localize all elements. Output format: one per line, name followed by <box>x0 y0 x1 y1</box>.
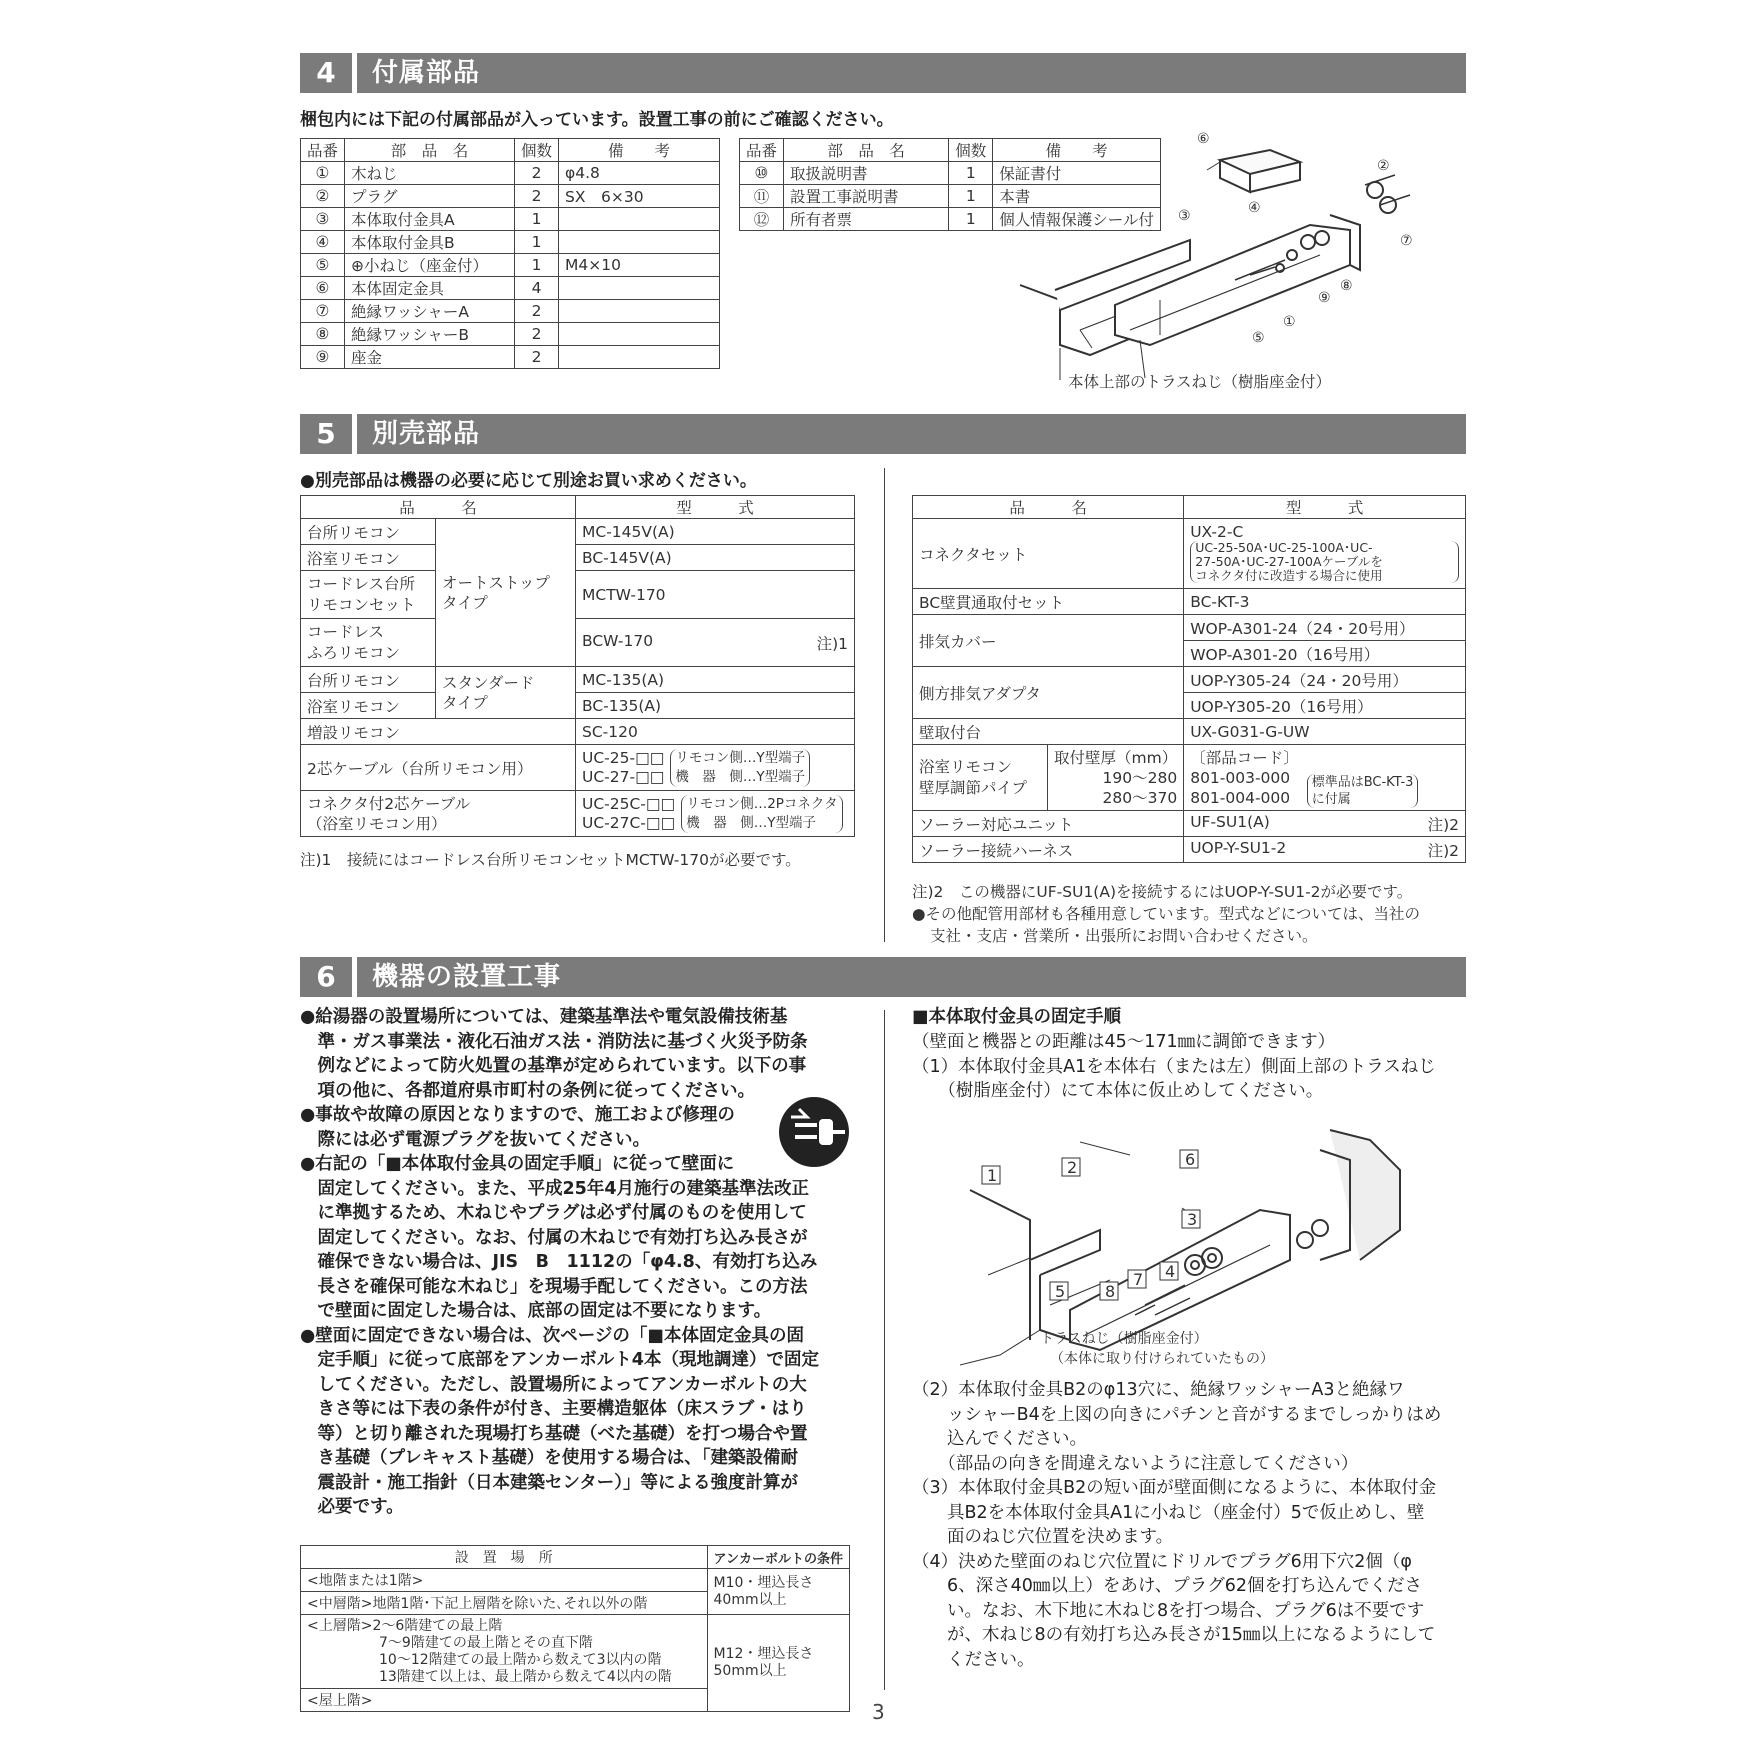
fig6-label-3: 3 <box>1187 1210 1198 1229</box>
fig-label-5: ⑤ <box>1252 330 1265 346</box>
table-row <box>301 185 720 208</box>
fixing-procedure-heading: ■本体取付金具の固定手順 <box>912 1007 1122 1027</box>
text-line: 込んでください。 <box>912 1429 1087 1449</box>
cell-note: SX 6×30 <box>559 185 720 208</box>
cell-qty: 2 <box>515 162 559 185</box>
table-row <box>301 231 720 254</box>
col-name: 部 品 名 <box>345 139 515 162</box>
fig6-label-2: 2 <box>1067 1158 1078 1177</box>
cell-note: 本書 <box>993 185 1161 208</box>
fig6-label-4: 4 <box>1165 1262 1176 1281</box>
cell-no: ⑫ <box>740 208 784 231</box>
cell-name: 絶縁ワッシャーB <box>345 323 515 346</box>
text-line: で壁面に固定した場合は、底部の固定は不要になります。 <box>300 1301 772 1321</box>
text-line: 定手順」に従って底部をアンカーボルト4本（現地調達）で固定 <box>300 1350 819 1370</box>
fig6-caption-b: （本体に取り付けられていたもの） <box>1050 1351 1274 1367</box>
text-line: い。なお、木下地に木ねじ8を打つ場合、プラグ6は不要です <box>912 1600 1425 1621</box>
cell-name: 木ねじ <box>345 162 515 185</box>
fixing-steps-top <box>912 1030 1472 1104</box>
accessory-table-left <box>300 138 720 369</box>
cell-note: 保証書付 <box>993 162 1161 185</box>
cell-name: 所有者票 <box>784 208 949 231</box>
section-number: 4 <box>316 56 336 89</box>
text-line: 項の他に、各都道府県市町村の条例に従ってください。 <box>300 1080 755 1101</box>
text-line: に準拠するため、木ねじやプラグは必ず付属のものを使用して <box>300 1203 807 1223</box>
col-note: 備 考 <box>993 139 1161 162</box>
cell-name: 取扱説明書 <box>784 162 949 185</box>
cell-name: 絶縁ワッシャーA <box>345 300 515 323</box>
fig6-label-1: 1 <box>987 1166 998 1185</box>
fig-label-9: ⑨ <box>1318 290 1331 306</box>
text-line: 例などによって防火処置の基準が定められています。以下の事 <box>300 1056 807 1076</box>
text-line: き基礎（プレキャスト基礎）を使用する場合は、「建築設備耐 <box>300 1448 799 1468</box>
text-line: 準・ガス事業法・液化石油ガス法・消防法に基づく火災予防条 <box>300 1031 808 1052</box>
col-qty: 個数 <box>949 139 993 162</box>
text-line: 震設計・施工指針（日本建築センター）」等による強度計算が <box>300 1472 799 1493</box>
text-line: （壁面と機器との距離は45～171㎜に調節できます） <box>912 1032 1336 1052</box>
fig-label-8: ⑧ <box>1340 278 1353 294</box>
cell-no: ① <box>301 162 345 185</box>
cell-qty: 1 <box>515 254 559 277</box>
cell-note <box>559 323 720 346</box>
fixing-steps-bottom <box>912 1378 1472 1672</box>
anchor-bolt-table: 設 置 場 所 アンカーボルトの条件 <地階または1階> M10・埋込長さ 40mm以上 <中層階>地階1階･下記上層階を除いた､それ以外の階 <上層階>2～6階建ての最上階 7～9階建ての最上階とその直下階 10～12階建ての最上階から数えて3以内の階 13階建て以上は、最上階から数えて4以内の階 M12・埋込長さ 50mm以上 <屋上階> <box>300 1545 850 1712</box>
cell-name: 本体取付金具B <box>345 231 515 254</box>
text-line: 際には必ず電源プラグを抜いてください。 <box>300 1129 650 1150</box>
text-line: が、木ねじ8の有効打ち込み長さが15㎜以上になるようにして <box>912 1625 1436 1645</box>
section-6-header <box>300 957 1466 997</box>
text-line: 確保できない場合は、JIS B 1112の「φ4.8、有効打ち込み <box>300 1252 818 1272</box>
cell-note: 個人情報保護シール付 <box>993 208 1161 231</box>
cell-no: ② <box>301 185 345 208</box>
table-row <box>301 346 720 369</box>
cell-no: ⑨ <box>301 346 345 369</box>
cell-qty: 1 <box>949 162 993 185</box>
fig-label-1: ① <box>1283 314 1296 330</box>
footnote-1: 注)1 接続にはコードレス台所リモコンセットMCTW-170が必要です。 <box>300 851 801 869</box>
text-line: 長さを確保可能な木ねじ」を現場手配してください。この方法 <box>300 1276 808 1297</box>
cell-name: 設置工事説明書 <box>784 185 949 208</box>
table-row <box>301 254 720 277</box>
fig-label-3: ③ <box>1178 208 1191 224</box>
section-title: 付属部品 <box>372 58 481 88</box>
optional-parts-table-right: 品 名 型 式 コネクタセット UX-2-C UC-25-50A･UC-25-100A･UC- 27-50A･UC-27-100Aケーブルを コネクタ付に改造する場合に使用 BC壁貫通取付セット BC-KT-3 排気カバー WOP-A301-24（24・20号用） WOP-A301-20（16号用） 側方排気アダプタ UOP-Y305-24（24・20号用） UOP-Y305-20（16号用） 壁取付台 UX-G031-G-UW 浴室リモコン 壁厚調節パイプ 取付壁厚（mm） 190～280 280～370 〔部品コード〕 801-003-000 801-004-000 標準品はBC-KT-3 に付属 ソーラー対応ユニット UF-SU1(A) 注)2 ソーラー接続ハーネス UOP-Y-SU1-2 注)2 <box>912 495 1466 863</box>
cell-note: φ4.8 <box>559 162 720 185</box>
cell-qty: 1 <box>949 185 993 208</box>
col-no: 品番 <box>301 139 345 162</box>
section-4-header <box>300 53 1466 93</box>
cell-no: ③ <box>301 208 345 231</box>
cell-qty: 2 <box>515 185 559 208</box>
cell-note <box>559 231 720 254</box>
fig6-label-8: 8 <box>1105 1282 1116 1301</box>
column-divider <box>884 468 885 942</box>
cell-qty: 2 <box>515 323 559 346</box>
text-line: 具B2を本体取付金具A1に小ねじ（座金付）5で仮止めし、壁 <box>912 1502 1425 1523</box>
text-line: （1）本体取付金具A1を本体右（または左）側面上部のトラスねじ <box>912 1056 1436 1077</box>
fig-label-2: ② <box>1377 158 1390 174</box>
section-title: 別売部品 <box>372 419 481 449</box>
text-line: ください。 <box>912 1649 1035 1670</box>
cell-name: 座金 <box>345 346 515 369</box>
cell-note: M4×10 <box>559 254 720 277</box>
text-line: （部品の向きを間違えないように注意してください） <box>912 1453 1359 1474</box>
col-qty: 個数 <box>515 139 559 162</box>
cell-name: 本体取付金具A <box>345 208 515 231</box>
section-number: 6 <box>316 960 336 993</box>
text-line: ッシャーB4を上図の向きにパチンと音がするまでしっかりはめ <box>912 1404 1442 1425</box>
page-number: 3 <box>872 1700 885 1724</box>
fig-caption: 本体上部のトラスねじ（樹脂座金付） <box>1068 373 1332 391</box>
cell-no: ⑥ <box>301 277 345 300</box>
section-5-header <box>300 414 1466 454</box>
col-note: 備 考 <box>559 139 720 162</box>
cell-name: 本体固定金具 <box>345 277 515 300</box>
text-line: （4）決めた壁面のねじ穴位置にドリルでプラグ6用下穴2個（φ <box>912 1551 1412 1572</box>
text-line: 固定してください。なお、付属の木ねじで有効打ち込み長さが <box>300 1227 808 1248</box>
cell-qty: 2 <box>515 346 559 369</box>
cell-no: ④ <box>301 231 345 254</box>
cell-qty: 1 <box>949 208 993 231</box>
cell-no: ⑩ <box>740 162 784 185</box>
fig6-caption-a: トラスねじ（樹脂座金付） <box>1040 1331 1208 1347</box>
cell-note <box>559 277 720 300</box>
col-no: 品番 <box>740 139 784 162</box>
sec6-left-text <box>300 1005 860 1520</box>
cell-name: ⊕小ねじ（座金付） <box>345 254 515 277</box>
sec4-lead: 梱包内には下記の付属部品が入っています。設置工事の前にご確認ください。 <box>300 110 894 130</box>
text-line: 固定してください。また、平成25年4月施行の建築基準法改正 <box>300 1178 810 1199</box>
cell-qty: 1 <box>515 231 559 254</box>
accessory-diagram <box>1000 130 1470 400</box>
unplug-icon <box>777 1095 852 1170</box>
text-line: （3）本体取付金具B2の短い面が壁面側になるように、本体取付金 <box>912 1478 1437 1498</box>
fig-label-4: ④ <box>1248 200 1261 216</box>
text-line: ●事故や故障の原因となりますので、施工および修理の <box>300 1105 735 1125</box>
cell-no: ⑤ <box>301 254 345 277</box>
fig-label-6: ⑥ <box>1197 131 1210 147</box>
cell-no: ⑪ <box>740 185 784 208</box>
cell-qty: 4 <box>515 277 559 300</box>
optional-parts-table-left: 品 名 型 式 台所リモコン オートストップ タイプ MC-145V(A) 浴室リモコン BC-145V(A) コードレス台所 リモコンセット MCTW-170 コードレス ふろリモコン BCW-170 注)1 台所リモコン スタンダード タイプ MC-135(A) 浴室リモコン BC-135(A) 増設リモコン SC-120 2芯ケーブル（台所リモコン用） UC-25-□□ UC-27-□□ リモコン側…Y型端子 機 器 側…Y型端子 コネクタ付2芯ケーブル （浴室リモコン用） UC-25C-□□ UC-27C-□□ リモコン側…2Pコネクタ 機 器 側…Y型端子 <box>300 495 855 837</box>
cell-no: ⑦ <box>301 300 345 323</box>
fig6-label-7: 7 <box>1133 1270 1144 1289</box>
table-row <box>301 277 720 300</box>
table-row <box>301 162 720 185</box>
table-row <box>301 208 720 231</box>
col-name: 部 品 名 <box>784 139 949 162</box>
text-line: 6、深さ40㎜以上）をあけ、プラグ62個を打ち込んでくださ <box>912 1576 1422 1596</box>
cell-qty: 2 <box>515 300 559 323</box>
text-line: 等）と切り離された現場打ち基礎（べた基礎）を打つ場合や置 <box>300 1423 808 1444</box>
text-line: 面のねじ穴位置を決めます。 <box>912 1527 1174 1547</box>
fig6-label-6: 6 <box>1185 1150 1196 1169</box>
cell-name: プラグ <box>345 185 515 208</box>
footnote-2: 注)2 この機器にUF-SU1(A)を接続するにはUOP-Y-SU1-2が必要です。 <box>912 883 1413 901</box>
text-line: （2）本体取付金具B2のφ13穴に、絶縁ワッシャーA3と絶縁ワ <box>912 1380 1405 1400</box>
footnote-3a: ●その他配管用部材も各種用意しています。型式などについては、当社の <box>912 905 1420 923</box>
table-row <box>301 323 720 346</box>
text-line: きさ等には下表の条件が付き、主要構造躯体（床スラブ・はり <box>300 1399 807 1419</box>
cell-no: ⑧ <box>301 323 345 346</box>
column-divider-2 <box>884 1010 885 1690</box>
text-line: ●給湯器の設置場所については、建築基準法や電気設備技術基 <box>300 1007 788 1027</box>
cell-qty: 1 <box>515 208 559 231</box>
cell-note <box>559 346 720 369</box>
text-line: 必要です。 <box>300 1497 404 1517</box>
table-row <box>301 300 720 323</box>
text-line: ●壁面に固定できない場合は、次ページの「■本体固定金具の固 <box>300 1325 804 1346</box>
sec5-lead: ●別売部品は機器の必要に応じて別途お買い求めください。 <box>300 471 757 491</box>
section-number: 5 <box>316 417 336 450</box>
text-line: ●右記の「■本体取付金具の固定手順」に従って壁面に <box>300 1154 735 1174</box>
text-line: （樹脂座金付）にて本体に仮止めしてください。 <box>912 1081 1324 1101</box>
fig-label-7: ⑦ <box>1400 233 1413 249</box>
text-line: してください。ただし、設置場所によってアンカーボルトの大 <box>300 1374 807 1395</box>
cell-note <box>559 208 720 231</box>
fig6-label-5: 5 <box>1055 1282 1066 1301</box>
cell-note <box>559 300 720 323</box>
section-title: 機器の設置工事 <box>372 962 562 992</box>
footnote-3b: 支社・支店・営業所・出張所にお問い合わせください。 <box>930 927 1318 945</box>
